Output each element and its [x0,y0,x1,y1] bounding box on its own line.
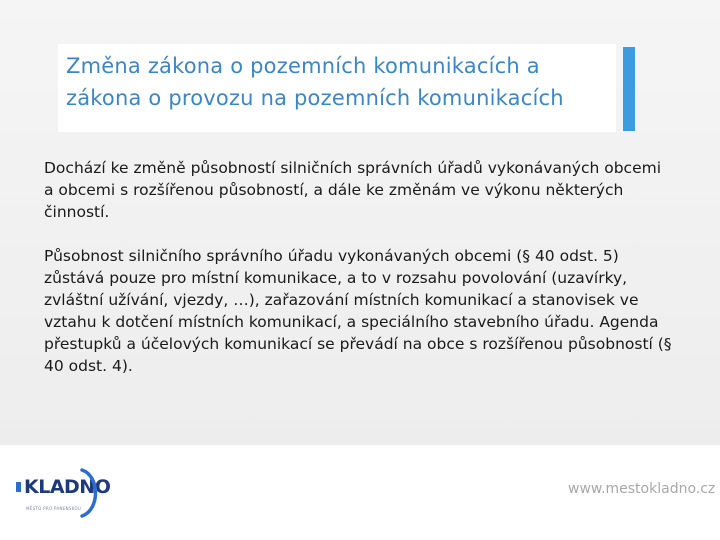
logo-text: KLADNO [24,476,111,498]
body-paragraph-2: Působnost silničního správního úřadu vykonávaných obcemi (§ 40 odst. 5) zůstává pouze pro místní komunikace, a to v rozsahu povolování (uzavírky, zvláštní užívání, vjezdy, …), zařazování místních komunikací a stanovisek ve vztahu k dotčení místních komunikací, a speciálního stavebního úřadu. Agenda přestupků a účelových komunikací se převádí na obce s rozšířenou působností (§ 40 odst. 4). [44,247,672,375]
logo-subtitle: MĚSTO PRO PANENSKOU [26,506,82,511]
logo-mark-icon [16,482,21,492]
kladno-logo [16,466,111,524]
slide-body [44,157,674,377]
body-paragraph-1: Dochází ke změně působností silničních správních úřadů vykonávaných obcemi a obcemi s rozšířenou působností, a dále ke změnám ve výkonu některých činností. [44,159,662,221]
logo-arc-icon [74,466,104,520]
title-box [58,44,616,132]
title-accent-bar [623,47,635,131]
website-link[interactable]: www.mestokladno.cz [568,481,716,497]
slide-title: Změna zákona o pozemních komunikacích a zákona o provozu na pozemních komunikacích [66,54,564,110]
slide-footer [0,445,720,540]
